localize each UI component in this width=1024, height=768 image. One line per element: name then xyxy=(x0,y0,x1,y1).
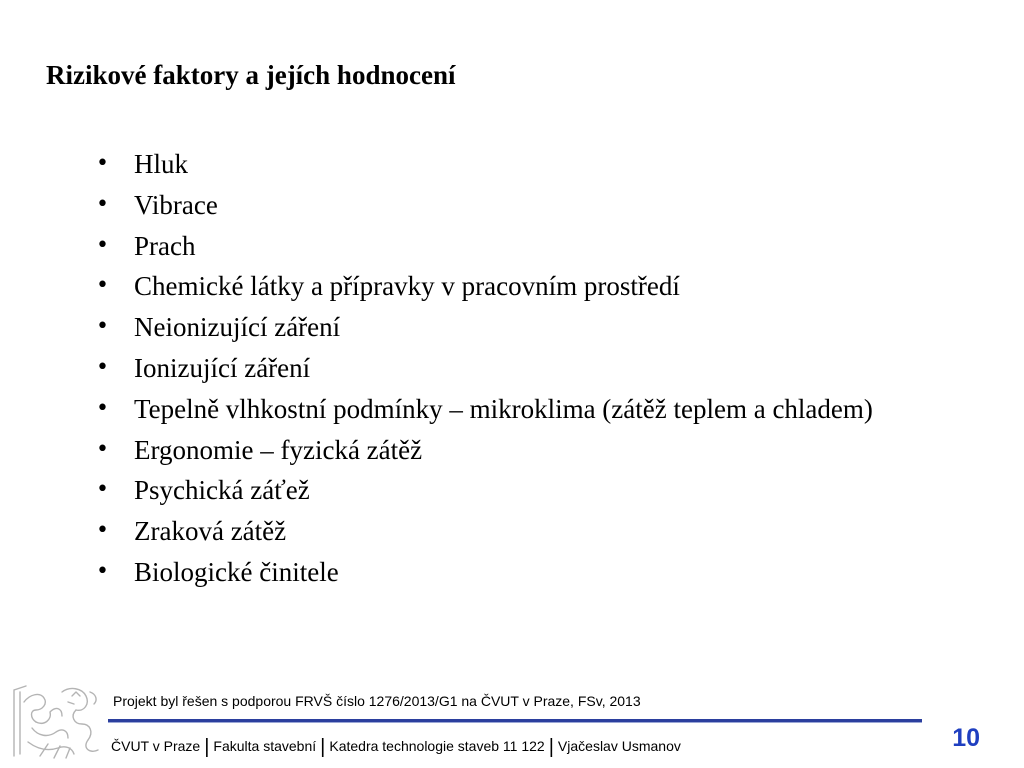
bullet-dot: • xyxy=(96,395,109,421)
slide-title: Rizikové faktory a jejích hodnocení xyxy=(46,60,456,90)
bullet-item xyxy=(96,552,976,593)
footer-divider xyxy=(108,719,922,723)
bullet-text: Ergonomie – fyzická zátěž xyxy=(134,434,423,465)
bullet-text: Ionizující záření xyxy=(134,352,311,383)
credit-separator: | xyxy=(548,736,554,758)
footer-credits xyxy=(111,734,681,757)
bullet-list xyxy=(96,144,976,593)
credit-separator: | xyxy=(204,736,210,758)
bullet-dot: • xyxy=(96,436,109,462)
bullet-item xyxy=(96,389,976,430)
bullet-text: Chemické látky a přípravky v pracovním prostředí xyxy=(134,271,680,302)
bullet-item xyxy=(96,511,976,552)
bullet-dot: • xyxy=(96,314,109,340)
bullet-text: Prach xyxy=(134,230,196,261)
credit-separator: | xyxy=(320,736,326,758)
credit-author: Vjačeslav Usmanov xyxy=(557,738,681,754)
bullet-dot: • xyxy=(96,232,109,258)
bullet-text: Biologické činitele xyxy=(134,556,339,587)
bullet-dot: • xyxy=(96,191,109,217)
bullet-dot: • xyxy=(96,151,109,176)
bullet-item xyxy=(96,470,976,511)
bullet-dot: • xyxy=(96,518,109,544)
credit-university: ČVUT v Praze xyxy=(111,738,201,754)
page-number: 10 xyxy=(952,724,980,752)
bullet-text: Vibrace xyxy=(134,189,218,220)
bullet-item xyxy=(96,348,976,389)
bullet-item xyxy=(96,144,976,185)
bullet-text: Psychická záťež xyxy=(134,475,310,506)
credit-department: Katedra technologie staveb 11 122 xyxy=(329,738,545,754)
bullet-item xyxy=(96,430,976,471)
bullet-item xyxy=(96,185,976,226)
bullet-text: Neionizující záření xyxy=(134,312,341,343)
bullet-text: Tepelně vlhkostní podmínky – mikroklima (zátěž teplem a chladem) xyxy=(134,393,873,424)
bullet-dot: • xyxy=(96,477,109,503)
bullet-dot: • xyxy=(96,354,109,380)
bullet-item xyxy=(96,266,976,307)
credit-faculty: Fakulta stavební xyxy=(213,738,317,754)
cvut-lion-logo-icon xyxy=(10,682,102,762)
bullet-item xyxy=(96,307,976,348)
bullet-item xyxy=(96,226,976,267)
funding-note: Projekt byl řešen s podporou FRVŠ číslo 1276/2013/G1 na ČVUT v Praze, FSv, 2013 xyxy=(113,693,641,709)
bullet-dot: • xyxy=(96,273,109,299)
bullet-dot: • xyxy=(96,558,109,584)
bullet-text: Zraková zátěž xyxy=(134,516,287,547)
bullet-text: Hluk xyxy=(134,149,188,179)
